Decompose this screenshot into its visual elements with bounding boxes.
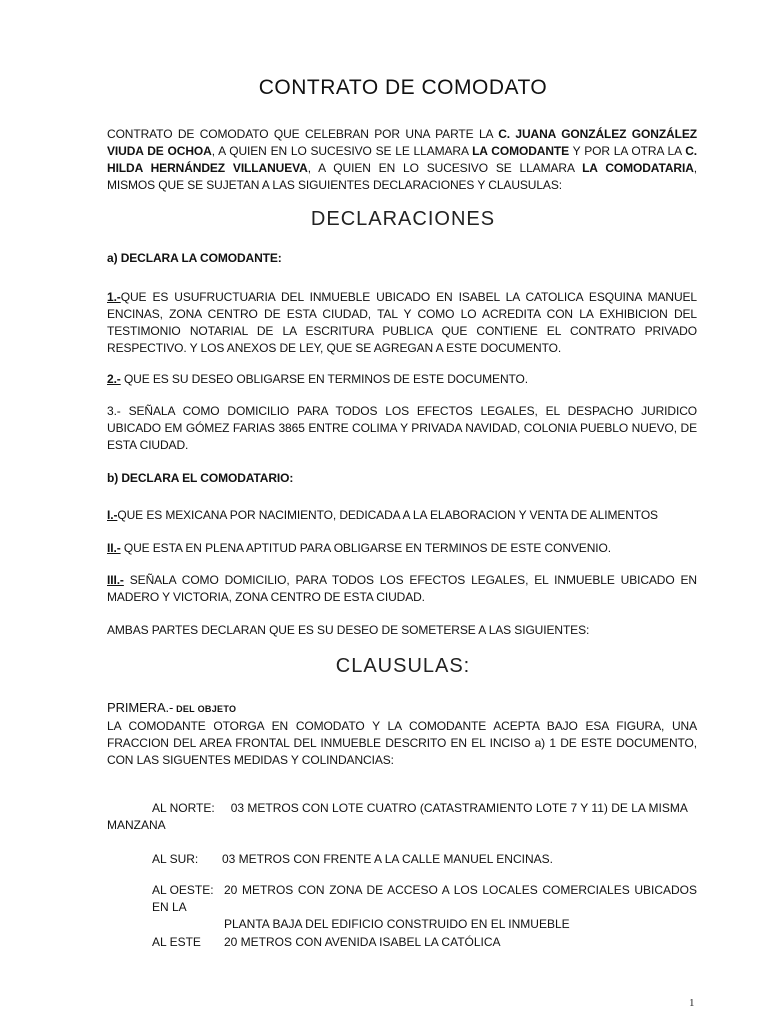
comodante-name: C. JUANA GONZÁLEZ GONZÁLEZ VIUDA DE OCHOA (107, 127, 697, 158)
b3-number: III.- (107, 573, 124, 587)
este-text: 20 METROS CON AVENIDA ISABEL LA CATÓLICA (224, 935, 501, 949)
a3-text: 3.- SEÑALA COMO DOMICILIO PARA TODOS LOS EFECTOS LEGALES, EL DESPACHO JURIDICO UBICADO EM GÓMEZ FARIAS 3865 ENTRE COLIMA Y PRIVADA NAVIDAD, COLONIA PUEBLO NUEVO, DE ESTA CIUDAD. (107, 404, 697, 452)
comodataria-name: C. HILDA HERNÁNDEZ VILLANUEVA (107, 144, 697, 175)
declaraciones-heading: DECLARACIONES (310, 208, 496, 230)
comodataria-role: LA COMODATARIA (582, 161, 694, 175)
intro-text-2: , A QUIEN EN LO SUCESIVO SE LE LLAMARA (211, 144, 473, 158)
comodante-role: LA COMODANTE (472, 144, 570, 158)
a1-text: QUE ES USUFRUCTUARIA DEL INMUEBLE UBICADO EN ISABEL LA CATOLICA ESQUINA MANUEL ENCINAS, ZONA CENTRO DE ESTA CIUDAD, TAL Y COMO LO ACREDITA CON LA EXHIBICION DEL TESTIMONIO NOTARIAL DE LA ESCRITURA PUBLICA QUE CONTIENE EL CONTRATO PRIVADO RESPECTIVO. Y LOS ANEXOS DE LEY, QUE SE AGREGAN A ESTE DOCUMENTO. (107, 290, 697, 355)
clausula-primera (107, 699, 697, 769)
norte-label: AL NORTE: (152, 801, 215, 815)
norte-continuation: MANZANA (107, 818, 166, 832)
primera-text: LA COMODANTE OTORGA EN COMODATO Y LA COMODANTE ACEPTA BAJO ESA FIGURA, UNA FRACCION DEL AREA FRONTAL DEL INMUEBLE DESCRITO EN EL INCISO a) 1 DE ESTE DOCUMENTO, CON LAS SIGUENTES MEDIDAS Y COLINDANCIAS: (107, 719, 697, 767)
page-number: 1 (689, 997, 695, 1009)
b2-text: QUE ESTA EN PLENA APTITUD PARA OBLIGARSE EN TERMINOS DE ESTE CONVENIO. (120, 541, 611, 555)
section-b-heading: b) DECLARA EL COMODATARIO: (107, 471, 294, 485)
declaration-a3 (107, 403, 697, 454)
sur-label: AL SUR: (152, 852, 199, 866)
b2-number: II.- (107, 541, 121, 555)
primera-subtitle: DEL OBJETO (173, 704, 237, 714)
sur-text: 03 METROS CON FRENTE A LA CALLE MANUEL ENCINAS. (222, 852, 553, 866)
section-a-heading: a) DECLARA LA COMODANTE: (107, 251, 282, 265)
b1-number: I.- (107, 508, 118, 522)
ambas-partes-paragraph: AMBAS PARTES DECLARAN QUE ES SU DESEO DE SOMETERSE A LAS SIGUIENTES: (107, 623, 590, 637)
oeste-continuation: PLANTA BAJA DEL EDIFICIO CONSTRUIDO EN EL INMUEBLE (224, 917, 570, 931)
intro-paragraph (107, 126, 697, 194)
medida-sur (152, 851, 697, 868)
declaration-a1 (107, 289, 697, 357)
medida-oeste (152, 882, 697, 933)
intro-text-5: , MISMOS QUE SE SUJETAN A LAS SIGUIENTES DECLARACIONES Y CLAUSULAS: (107, 161, 697, 192)
medida-este (152, 934, 697, 951)
intro-text-1: CONTRATO DE COMODATO QUE CELEBRAN POR UNA PARTE LA (107, 127, 499, 141)
declaration-b3 (107, 572, 697, 606)
a2-number: 2.- (107, 372, 121, 386)
document-title: CONTRATO DE COMODATO (258, 76, 548, 99)
a1-number: 1.- (107, 290, 121, 304)
b3-text: SEÑALA COMO DOMICILIO, PARA TODOS LOS EFECTOS LEGALES, EL INMUEBLE UBICADO EN MADERO Y VICTORIA, ZONA CENTRO DE ESTA CIUDAD. (107, 573, 697, 604)
oeste-label: AL OESTE: (152, 883, 214, 897)
este-label: AL ESTE (152, 935, 201, 949)
b1-text: QUE ES MEXICANA POR NACIMIENTO, DEDICADA A LA ELABORACION Y VENTA DE ALIMENTOS (117, 508, 658, 522)
declaration-b2 (107, 540, 697, 557)
a2-text: QUE ES SU DESEO OBLIGARSE EN TERMINOS DE ESTE DOCUMENTO. (120, 372, 528, 386)
primera-label: PRIMERA.- (107, 700, 174, 715)
declaration-a2 (107, 371, 697, 388)
clausulas-heading: CLAUSULAS: (335, 655, 471, 677)
oeste-text: 20 METROS CON ZONA DE ACCESO A LOS LOCALES COMERCIALES UBICADOS EN LA (152, 883, 697, 914)
intro-text-3: Y POR LA OTRA LA (569, 144, 686, 158)
medida-norte (107, 800, 697, 834)
intro-text-4: , A QUIEN EN LO SUCESIVO SE LLAMARA (307, 161, 583, 175)
norte-text: 03 METROS CON LOTE CUATRO (CATASTRAMIENTO LOTE 7 Y 11) DE LA MISMA (230, 801, 688, 815)
declaration-b1 (107, 507, 697, 524)
